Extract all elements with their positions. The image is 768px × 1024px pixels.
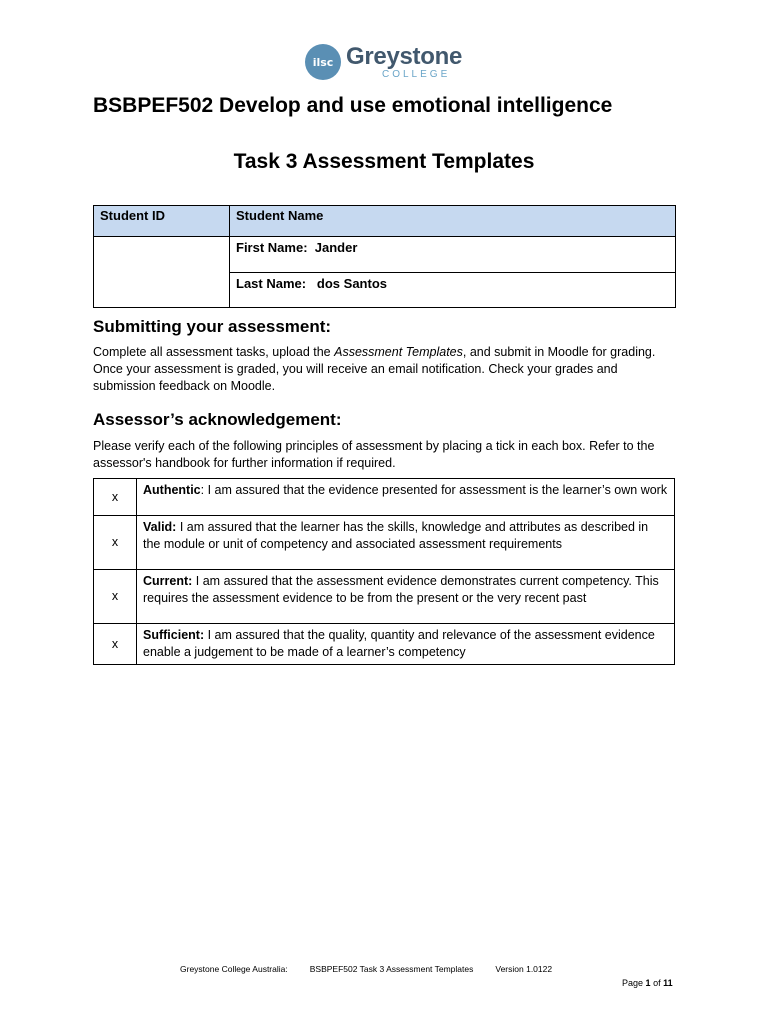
last-name-value: dos Santos xyxy=(316,276,387,291)
acknowledgement-intro: Please verify each of the following principles of assessment by placing a tick in each box. Refer to the assessor's handbook for further information if required. xyxy=(93,439,655,470)
ack-row-authentic xyxy=(94,479,675,516)
footer-org: Greystone College Australia: xyxy=(180,964,288,974)
first-name-label: First Name: xyxy=(236,240,308,255)
student-id-header: Student ID xyxy=(94,206,230,237)
ack-text: Sufficient: I am assured that the quality, quantity and relevance of the assessment evidence enable a judgement to be made of a learner’s competency xyxy=(137,624,675,665)
page-footer xyxy=(180,964,574,974)
student-table xyxy=(93,205,676,308)
student-id-cell[interactable] xyxy=(94,237,230,308)
tick-box[interactable]: x xyxy=(94,516,137,570)
last-name-cell[interactable] xyxy=(230,273,676,308)
ack-text: Authentic: I am assured that the evidence presented for assessment is the learner’s own work xyxy=(137,479,675,516)
footer-version: Version 1.0122 xyxy=(495,964,553,974)
document-title: BSBPEF502 Develop and use emotional intelligence xyxy=(93,94,613,117)
submitting-text: Complete all assessment tasks, upload the Assessment Templates, and submit in Moodle for grading. Once your assessment is graded, you will receive an email notification. Check your grades and submission feedback on Moodle. xyxy=(93,345,656,393)
tick-box[interactable]: x xyxy=(94,479,137,516)
ack-row-valid xyxy=(94,516,675,570)
footer-doc: BSBPEF502 Task 3 Assessment Templates xyxy=(309,964,474,974)
student-name-header: Student Name xyxy=(230,206,676,237)
logo-name: Greystone xyxy=(346,42,463,70)
tick-box[interactable]: x xyxy=(94,570,137,624)
acknowledgement-table xyxy=(93,478,675,665)
tick-box[interactable]: x xyxy=(94,624,137,665)
submitting-heading: Submitting your assessment: xyxy=(93,317,332,336)
task-title: Task 3 Assessment Templates xyxy=(233,150,535,173)
ack-text: Valid: I am assured that the learner has the skills, knowledge and attributes as described in the module or unit of competency and associated assessment requirements xyxy=(137,516,675,570)
ack-row-sufficient xyxy=(94,624,675,665)
ack-row-current xyxy=(94,570,675,624)
ack-text: Current: I am assured that the assessment evidence demonstrates current competency. This requires the assessment evidence to be from the present or the very recent past xyxy=(137,570,675,624)
page-number: Page 1 of 11 xyxy=(622,978,673,988)
logo-sub: COLLEGE xyxy=(382,68,451,80)
greystone-logo xyxy=(305,44,462,80)
acknowledgement-heading: Assessor’s acknowledgement: xyxy=(93,410,342,429)
last-name-label: Last Name: xyxy=(236,276,307,291)
ilsc-badge-icon: ilsc xyxy=(305,44,341,80)
first-name-value: Jander xyxy=(314,240,358,255)
first-name-cell[interactable] xyxy=(230,237,676,273)
